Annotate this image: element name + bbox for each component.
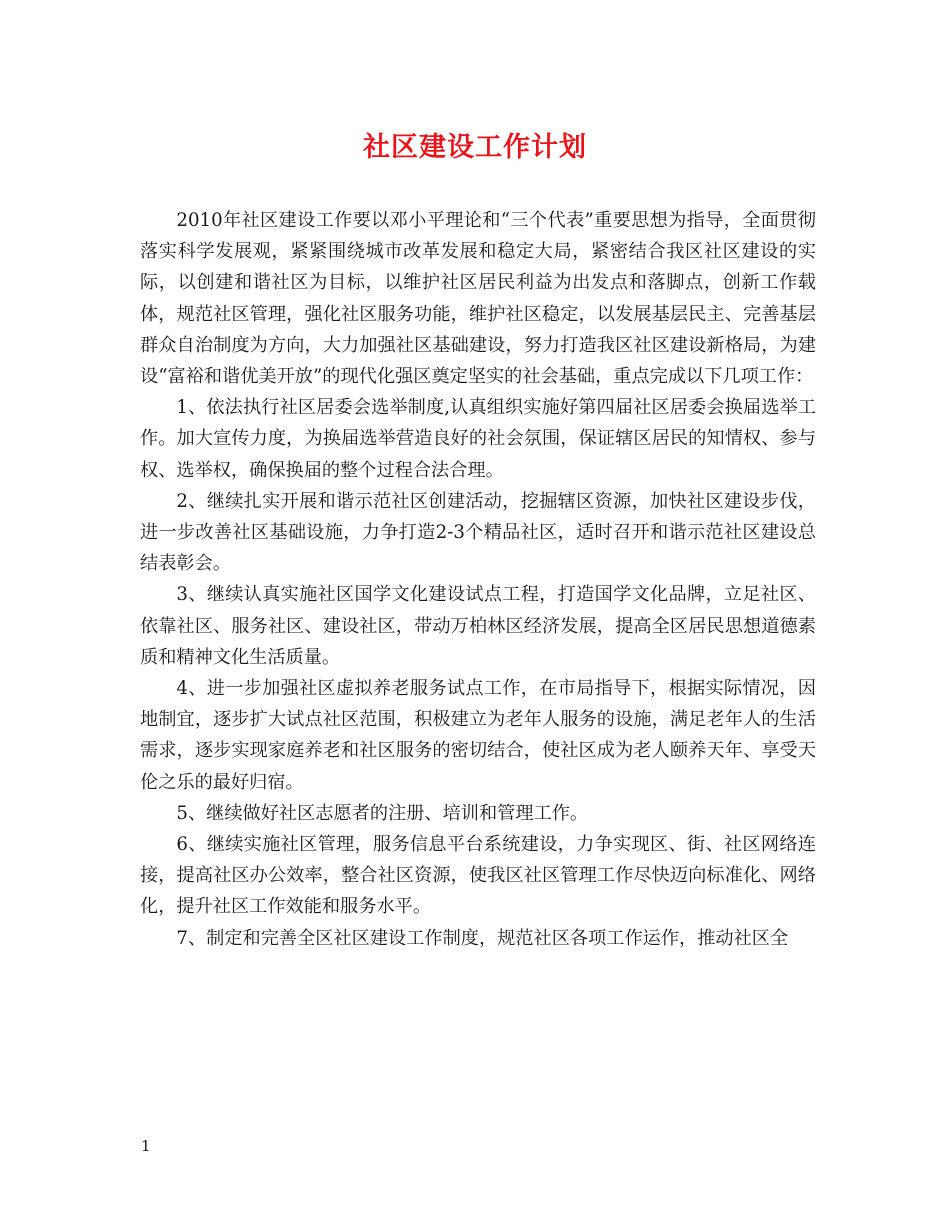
item-paragraph-5: 5、继续做好社区志愿者的注册、培训和管理工作。 xyxy=(176,802,589,824)
item-paragraph-1: 1、依法执行社区居委会选举制度,认真组织实施好第四届社区居委会换届选举工作。加大宣传力度，为换届选举营造良好的社会氛围，保证辖区居民的知情权、参与权、选举权，确保换届的整个过程合法合理。 xyxy=(140,397,816,481)
item-paragraph-2: 2、继续扎实开展和谐示范社区创建活动，挖掘辖区资源，加快社区建设步伐，进一步改善社区基础设施，力争打造2-3个精品社区，适时召开和谐示范社区建设总结表彰会。 xyxy=(140,490,816,575)
intro-paragraph: 2010年社区建设工作要以邓小平理论和“三个代表”重要思想为指导，全面贯彻落实科学发展观，紧紧围绕城市改革发展和稳定大局，紧密结合我区社区建设的实际，以创建和谐社区为目标，以维护社区居民利益为出发点和落脚点，创新工作载体，规范社区管理，强化社区服务功能，维护社区稳定，以发展基层民主、完善基层群众自治制度为方向，大力加强社区基础建设，努力打造我区社区建设新格局，为建设“富裕和谐优美开放”的现代化强区奠定坚实的社会基础，重点完成以下几项工作： xyxy=(140,210,816,388)
page-number: 1 xyxy=(141,1137,151,1155)
item-paragraph-6: 6、继续实施社区管理，服务信息平台系统建设，力争实现区、街、社区网络连接，提高社区办公效率，整合社区资源，使我区社区管理工作尽快迈向标准化、网络化，提升社区工作效能和服务水平。 xyxy=(140,834,816,918)
item-paragraph-7: 7、制定和完善全区社区建设工作制度，规范社区各项工作运作，推动社区全 xyxy=(176,927,789,949)
document-body xyxy=(140,205,816,954)
item-paragraph-3: 3、继续认真实施社区国学文化建设试点工程，打造国学文化品牌，立足社区、依靠社区、服务社区、建设社区，带动万柏林区经济发展，提高全区居民思想道德素质和精神文化生活质量。 xyxy=(140,584,816,668)
item-paragraph-4: 4、进一步加强社区虚拟养老服务试点工作，在市局指导下，根据实际情况，因地制宜，逐步扩大试点社区范围，积极建立为老年人服务的设施，满足老年人的生活需求，逐步实现家庭养老和社区服务的密切结合，使社区成为老人颐养天年、享受天伦之乐的最好归宿。 xyxy=(140,678,816,793)
document-title: 社区建设工作计划 xyxy=(363,132,587,163)
